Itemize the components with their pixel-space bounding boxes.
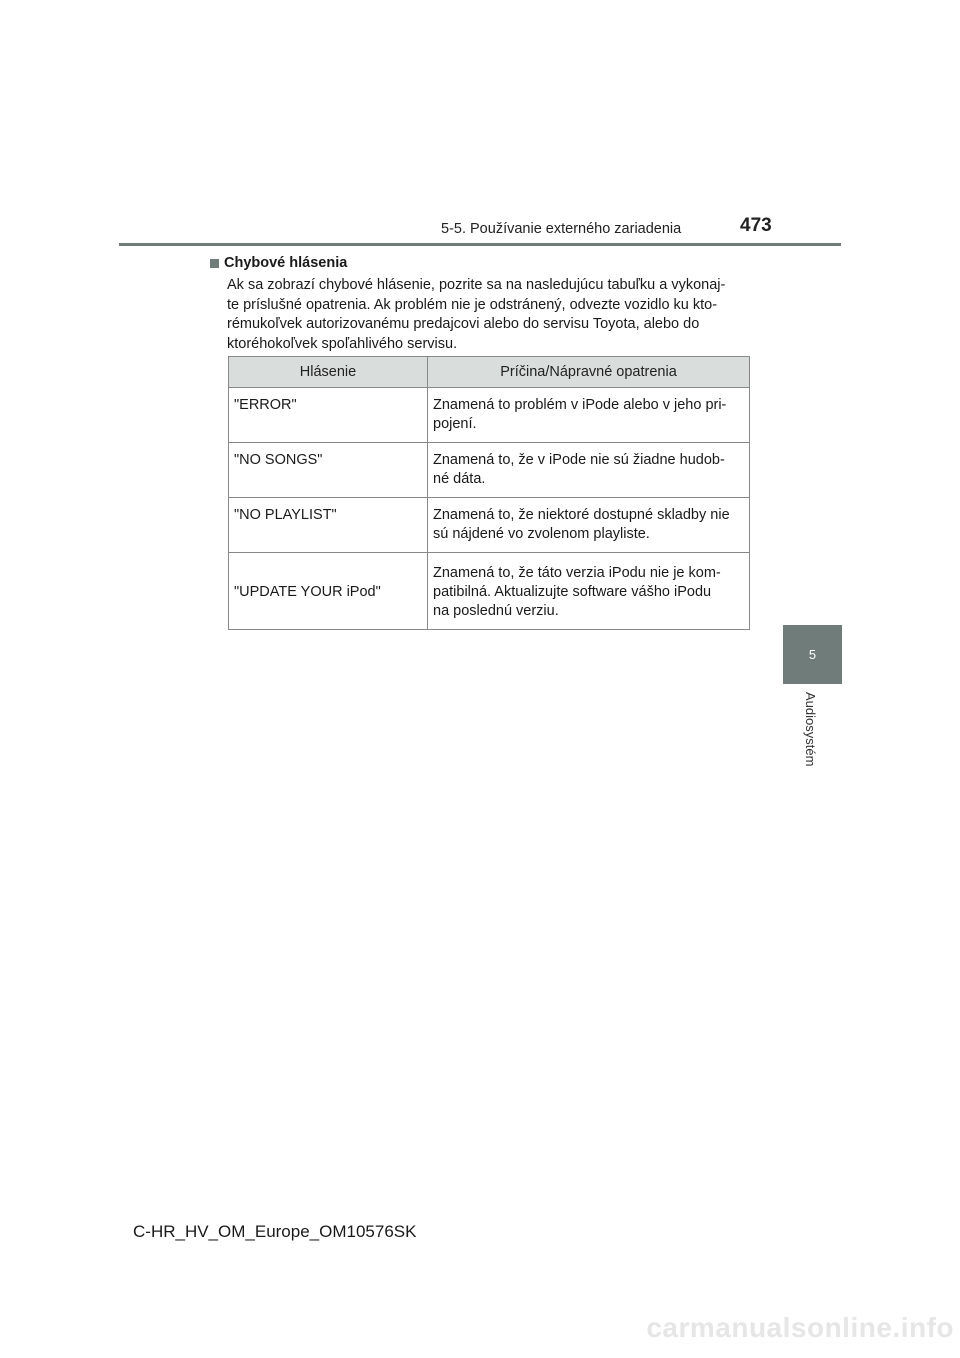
remedy-line: Znamená to, že táto verzia iPodu nie je kom- (433, 565, 721, 581)
remedy-cell (428, 388, 750, 443)
chapter-number: 5 (808, 647, 817, 662)
table-row (229, 553, 750, 630)
remedy-line: né dáta. (433, 471, 486, 487)
remedy-line: Znamená to, že niektoré dostupné skladby nie (433, 507, 730, 523)
intro-line: te príslušné opatrenia. Ak problém nie je odstránený, odvezte vozidlo ku kto- (227, 296, 718, 313)
intro-paragraph (227, 276, 750, 354)
error-message-table (228, 356, 750, 630)
square-bullet-icon (210, 259, 219, 268)
watermark: carmanualsonline.info (646, 1312, 954, 1343)
column-header-remedy: Príčina/Nápravné opatrenia (428, 357, 750, 388)
table-row (229, 388, 750, 443)
section-heading-text: Chybové hlásenia (224, 255, 348, 271)
message-cell: "NO SONGS" (229, 443, 428, 498)
remedy-cell (428, 553, 750, 630)
remedy-line: sú nájdené vo zvolenom playliste. (433, 526, 650, 542)
remedy-line: patibilná. Aktualizujte software vášho iPodu (433, 584, 712, 600)
chapter-label: Audiosystém (803, 692, 818, 767)
document-code: C-HR_HV_OM_Europe_OM10576SK (133, 1222, 417, 1241)
message-cell: "UPDATE YOUR iPod" (229, 553, 428, 630)
intro-line-last: ktoréhokoľvek spoľahlivého servisu. (227, 335, 458, 352)
page-number: 473 (740, 215, 772, 236)
section-heading (210, 255, 347, 271)
remedy-cell (428, 498, 750, 553)
table-header-row (229, 357, 750, 388)
remedy-line: Znamená to, že v iPode nie sú žiadne hudob- (433, 452, 725, 468)
section-title: 5-5. Používanie externého zariadenia (441, 221, 682, 237)
remedy-line: Znamená to problém v iPode alebo v jeho pri- (433, 397, 727, 413)
remedy-line: na poslednú verziu. (433, 603, 559, 619)
chapter-tab (783, 625, 842, 684)
table-row (229, 498, 750, 553)
remedy-line: pojení. (433, 416, 477, 432)
message-cell: "ERROR" (229, 388, 428, 443)
intro-line: rémukoľvek autorizovanému predajcovi alebo do servisu Toyota, alebo do (227, 316, 700, 332)
intro-line: Ak sa zobrazí chybové hlásenie, pozrite sa na nasledujúcu tabuľku a vykonaj- (227, 277, 726, 293)
message-cell: "NO PLAYLIST" (229, 498, 428, 553)
column-header-message: Hlásenie (229, 357, 428, 388)
table-row (229, 443, 750, 498)
header-divider (119, 243, 841, 246)
remedy-cell (428, 443, 750, 498)
